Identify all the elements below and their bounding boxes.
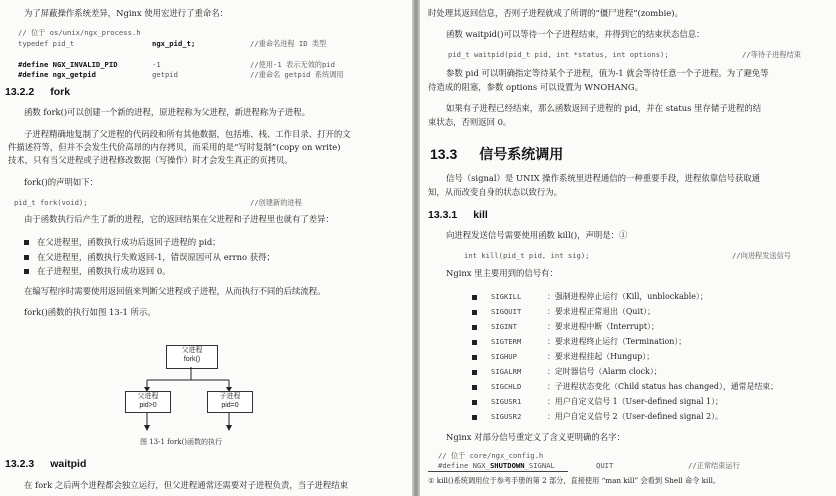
code-comment: //重命名进程 ID 类型 [250, 39, 327, 48]
code-comment: //创建新的进程 [250, 198, 302, 207]
paragraph: 信号（signal）是 UNIX 操作系统里进程通信的一种重要手段，进程依靠信号获取通 [446, 173, 761, 183]
section-heading-waitpid: 13.2.3 waitpid [5, 458, 87, 470]
paragraph: fork()的声明如下： [24, 177, 99, 187]
list-item: 在父进程里，函数执行成功后返回子进程的 pid； [24, 236, 221, 248]
paragraph: 件描述符等，但并不会发生代价高昂的内存拷贝，而采用的是“写时复制”(copy on write) [8, 142, 341, 152]
kill-declaration: int kill(pid_t pid, int sig); [464, 251, 590, 260]
signal-item: SIGTERM ：要求进程终止运行（Termination）； [472, 336, 686, 347]
paragraph: 知，从而改变自身的状态以致行为。 [428, 187, 562, 197]
paragraph: 函数 waitpid()可以等待一个子进程结束，并得到它的结束状态信息： [446, 29, 705, 39]
signal-item: SIGKILL ：强制进程停止运行（Kill，unblockable）； [472, 291, 708, 302]
paragraph: 参数 pid 可以明确指定等待某个子进程，值为-1 就会等待任意一个子进程。为了避免等 [446, 68, 769, 78]
waitpid-declaration: pid_t waitpid(pid_t pid, int *status, int options); [448, 50, 669, 59]
section-heading-signals: 13.3 信号系统调用 [430, 146, 564, 162]
code-line: #define NGX_INVALID_PID [18, 60, 118, 69]
paragraph: Nginx 对部分信号重定义了含义更明确的名字： [446, 432, 625, 442]
footnote-rule [428, 471, 568, 472]
section-heading-kill: 13.3.1 kill [428, 209, 488, 221]
paragraph: 函数 fork()可以创建一个新的进程，原进程称为父进程，新进程称为子进程。 [24, 107, 311, 117]
code-comment: //使用-1 表示无效的pid [250, 60, 335, 69]
figure-caption: 图 13-1 fork()函数的执行 [140, 438, 223, 446]
code-comment: //重命名 getpid 系统调用 [250, 70, 344, 79]
code-comment: //正常结束运行 [688, 461, 740, 470]
code-line: QUIT [596, 461, 614, 470]
list-item: 在父进程里，函数执行失败返回-1，错误原因可从 errno 获得； [24, 251, 275, 263]
code-line: #define NGX_SHUTDOWN_SIGNAL [438, 461, 555, 470]
left-page [0, 0, 412, 496]
paragraph: 在编写程序时需要使用返回值来判断父进程或子进程，从而执行不同的后续流程。 [24, 286, 326, 296]
diagram-parent-result-box: 父进程 pid>0 [125, 391, 171, 413]
diagram-parent-box: 父进程 fork() [166, 345, 218, 369]
diagram-child-result-box: 子进程 pid=0 [207, 391, 253, 413]
paragraph: 如果有子进程已经结束，那么函数返回子进程的 pid，并在 status 里存储子进程的结 [446, 103, 762, 113]
paragraph: fork()函数的执行如图 13-1 所示。 [24, 307, 156, 317]
paragraph: 由于函数执行后产生了新的进程，它的返回结果在父进程和子进程里也就有了差异： [24, 214, 334, 224]
fork-declaration: pid_t fork(void); [14, 198, 88, 207]
book-gutter [412, 0, 420, 496]
signal-item: SIGUSR1 ：用户自定义信号 1（User-defined signal 1）； [472, 396, 723, 407]
signal-item: SIGCHLD ：子进程状态变化（Child status has changed），通常是结束； [472, 381, 778, 392]
code-comment: //等待子进程结束 [742, 50, 801, 59]
list-item: 在子进程里，函数执行成功返回 0。 [24, 265, 171, 277]
code-line: -1 [152, 60, 161, 69]
signal-item: SIGINT ：要求进程中断（Interrupt）； [472, 321, 659, 332]
paragraph: 时处理其返回信息，否则子进程就成了所谓的“僵尸进程”(zombie)。 [428, 8, 683, 18]
code-line: // 位于 core/ngx_config.h [438, 451, 544, 460]
signal-item: SIGUSR2 ：用户自定义信号 2（User-defined signal 2）。 [472, 411, 723, 422]
paragraph: 待造成的阻塞，参数 options 可以设置为 WNOHANG。 [428, 82, 643, 92]
section-heading-fork: 13.2.2 fork [5, 86, 71, 98]
paragraph: Nginx 里主要用到的信号有： [446, 268, 558, 278]
diagram-arrows [0, 0, 412, 496]
code-line: ngx_pid_t; [152, 39, 196, 48]
paragraph: 在 fork 之后两个进程都会独立运行，但父进程通常还需要对子进程负责，当子进程结束 [24, 480, 349, 490]
right-page [420, 0, 836, 496]
code-line: #define ngx_getpid [18, 70, 96, 79]
signal-item: SIGALRM ：定时器信号（Alarm clock）； [472, 366, 662, 377]
signal-item: SIGHUP ：要求进程挂起（Hungup）； [472, 351, 654, 362]
code-comment: //向进程发送信号 [732, 251, 791, 260]
paragraph: 向进程发送信号需要使用函数 kill()，声明是：① [446, 230, 628, 240]
paragraph: 束状态，否则返回 0。 [428, 117, 512, 127]
paragraph: 技术，只有当父进程或子进程修改数据（写操作）时才会发生真正的页拷贝。 [8, 155, 293, 165]
code-line: // 位于 os/unix/ngx_process.h [18, 28, 141, 37]
footnote: ① kill()系统调用位于参考手册的第 2 部分，直接使用 “man kill” 会看到 Shell 命令 kill。 [428, 476, 721, 485]
intro-paragraph: 为了屏蔽操作系统差异，Nginx 使用宏进行了重命名： [24, 8, 229, 18]
code-line: getpid [152, 70, 178, 79]
code-line: typedef pid_t [18, 39, 75, 48]
paragraph: 子进程精确地复制了父进程的代码段和所有其他数据，包括堆、栈、工作目录、打开的文 [24, 129, 351, 139]
signal-item: SIGQUIT ：要求进程正常退出（Quit）； [472, 306, 655, 317]
